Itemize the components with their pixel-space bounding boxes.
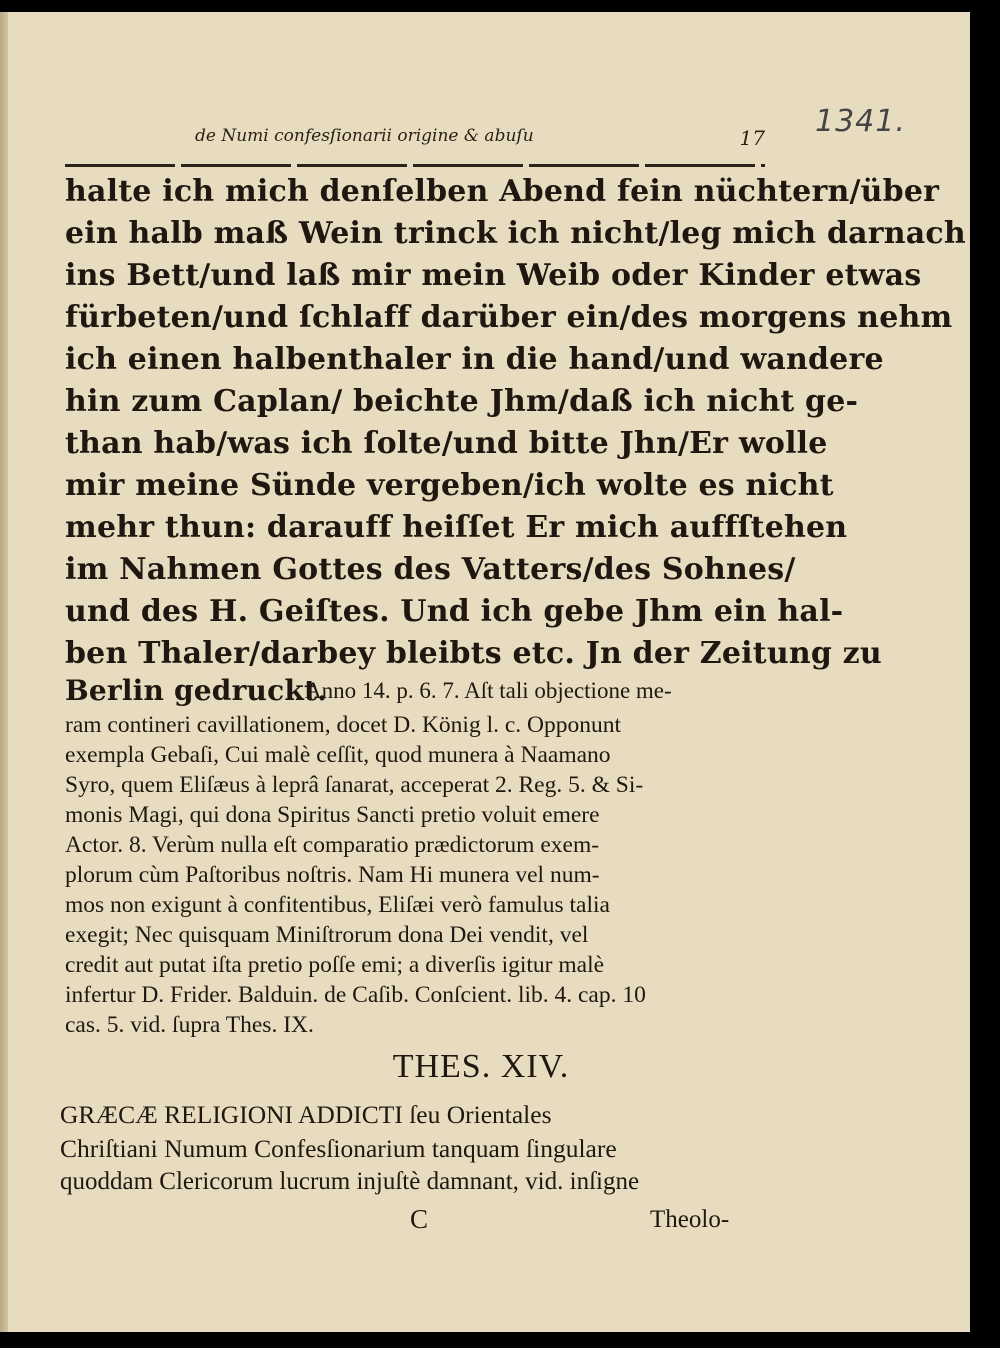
text-line: ram contineri cavillationem, docet D. König l. c. Opponunt: [65, 712, 622, 738]
page-header: [195, 126, 765, 160]
text-line: im Nahmen Gottes des Vatters/des Sohnes/: [65, 552, 796, 587]
text-line-gothic-part: Berlin gedruckt.: [65, 674, 328, 707]
running-title: de Numi confesſionarii origine & abuſu: [195, 126, 534, 146]
text-line: GRÆCÆ RELIGIONI ADDICTI ſeu Orientales: [60, 1100, 552, 1129]
text-line: ich einen halbenthaler in die hand/und wandere: [65, 342, 884, 377]
header-rule: [65, 164, 765, 167]
text-line: hin zum Caplan/ beichte Jhm/daß ich nicht ge-: [65, 384, 859, 419]
text-line: plorum cùm Paſtoribus noſtris. Nam Hi munera vel num-: [65, 862, 600, 888]
text-line: monis Magi, qui dona Spiritus Sancti pretio voluit emere: [65, 802, 600, 828]
text-line: mehr thun: darauff heiſſet Er mich auffſtehen: [65, 510, 848, 545]
text-line: than hab/was ich ſolte/und bitte Jhn/Er wolle: [65, 426, 828, 461]
text-line: ein halb maß Wein trinck ich nicht/leg mich darnach: [65, 216, 966, 251]
text-line: cas. 5. vid. ſupra Thes. IX.: [65, 1012, 314, 1038]
text-line: ben Thaler/darbey bleibts etc. Jn der Zeitung zu: [65, 636, 882, 671]
text-line: mir meine Sünde vergeben/ich wolte es nicht: [65, 468, 834, 503]
section-heading: THES. XIV.: [392, 1048, 570, 1085]
text-line-latin-part: Anno 14. p. 6. 7. Aſt tali objectione me-: [305, 678, 672, 703]
text-line: fürbeten/und ſchlaff darüber ein/des morgens nehm: [65, 300, 953, 335]
text-line: ins Bett/und laß mir mein Weib oder Kinder etwas: [65, 258, 922, 293]
text-line: quoddam Clericorum lucrum injuſtè damnant, vid. inſigne: [60, 1168, 640, 1195]
text-line: halte ich mich denſelben Abend fein nüchtern/über: [65, 174, 940, 209]
text-line: Chriſtiani Numum Confesſionarium tanquam ſingulare: [60, 1134, 617, 1163]
text-line: infertur D. Frider. Balduin. de Caſib. Conſcient. lib. 4. cap. 10: [65, 982, 646, 1008]
text-line: mos non exigunt à confitentibus, Eliſæi verò famulus talia: [65, 892, 610, 918]
text-line: exegit; Nec quisquam Miniſtrorum dona Dei vendit, vel: [65, 922, 589, 948]
text-line: Syro, quem Eliſæus à leprâ ſanarat, acceperat 2. Reg. 5. & Si-: [65, 772, 644, 798]
signature-mark: C: [410, 1204, 429, 1234]
text-line: credit aut putat iſta pretio poſſe emi; a diverſis igitur malè: [65, 952, 605, 978]
text-line: und des H. Geiſtes. Und ich gebe Jhm ein hal-: [65, 594, 844, 629]
pencil-annotation: 1341.: [815, 104, 906, 139]
page-number: 17: [739, 126, 765, 150]
text-line: exempla Gebaſi, Cui malè ceſſit, quod munera à Naamano: [65, 742, 611, 768]
catchword: Theolo-: [650, 1206, 730, 1233]
text-line: Actor. 8. Verùm nulla eſt comparatio prædictorum exem-: [65, 832, 600, 858]
